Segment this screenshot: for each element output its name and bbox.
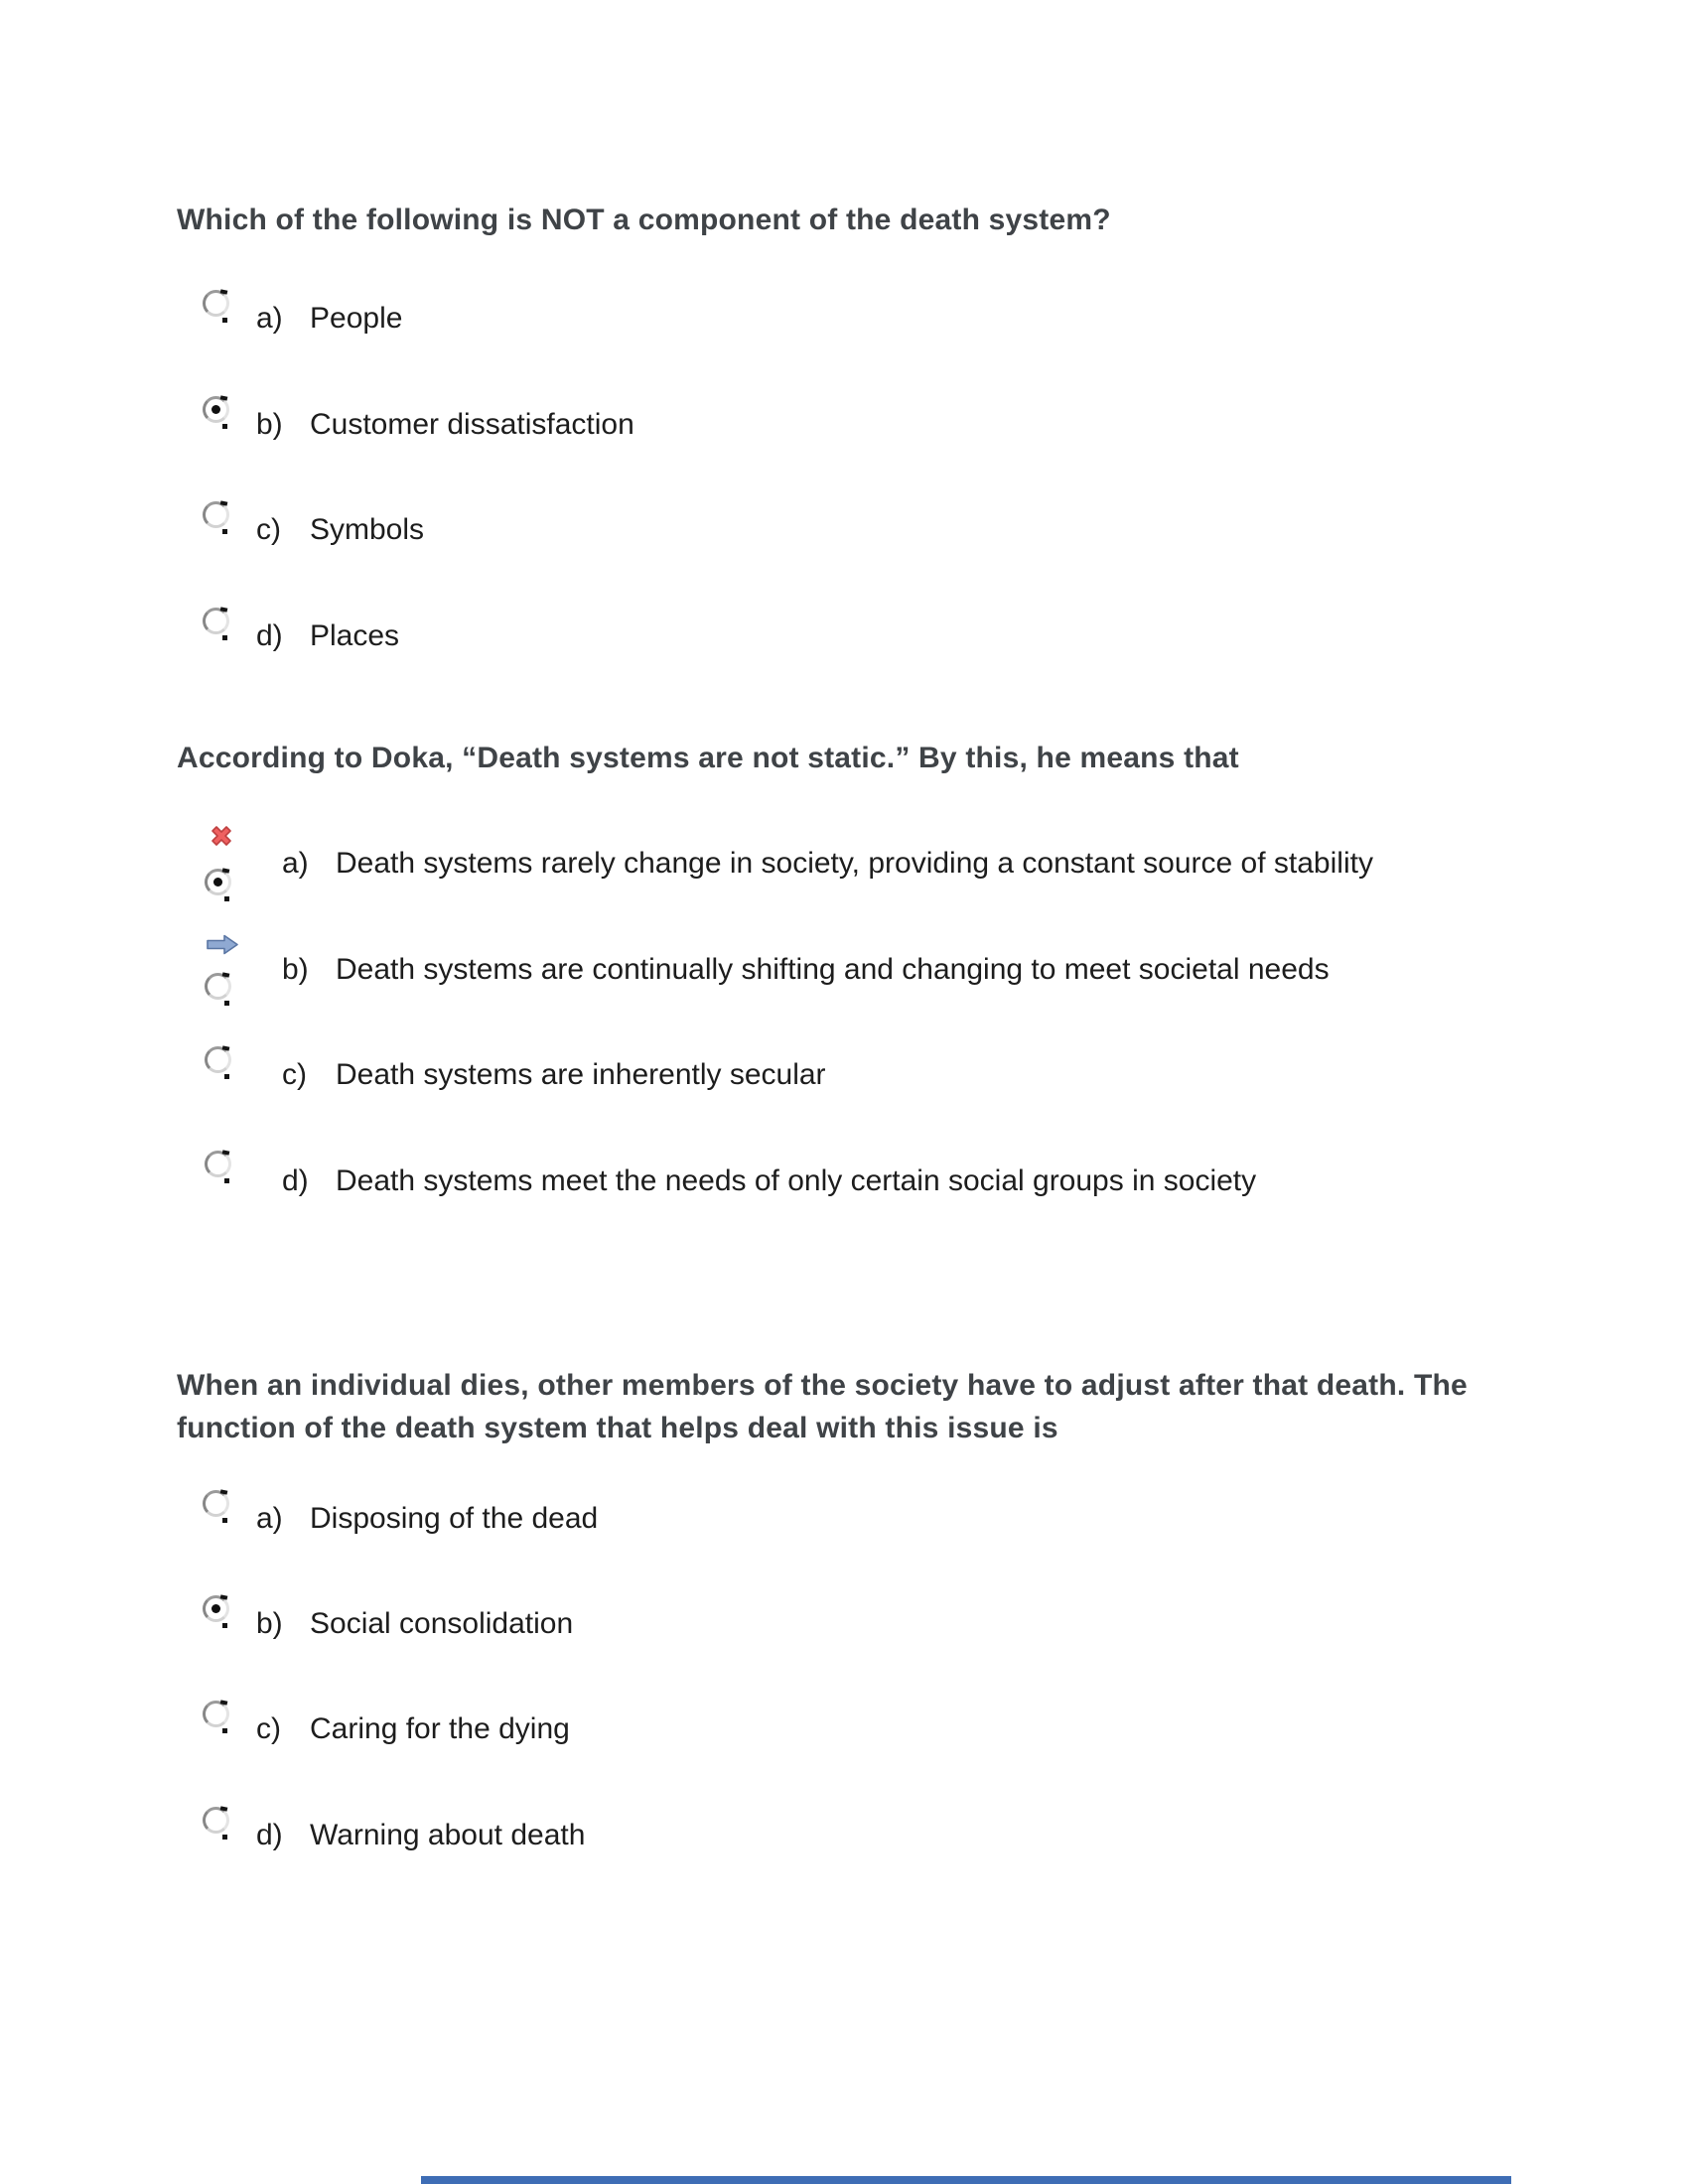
option-key: a) [256,302,283,335]
question-1-title: Which of the following is NOT a component of the death system? [177,204,1111,236]
option-key: b) [282,953,309,986]
question-2-option-b [282,950,1330,990]
question-3-title: When an individual dies, other members of the society have to adjust after that death. The function of the death system that helps deal with this issue is [177,1369,1468,1444]
option-key: b) [256,408,283,441]
radio-dot [211,1604,220,1613]
question-1-option-a [256,299,402,339]
question-3-option-d-radio[interactable] [203,1807,229,1834]
question-3-option-a [256,1499,598,1539]
question-3-option-a-radio[interactable] [203,1490,229,1517]
question-2-option-d [282,1161,1256,1201]
option-key: d) [256,1819,283,1851]
option-label: People [310,302,403,335]
question-3-option-c-radio[interactable] [203,1701,229,1727]
option-key: b) [256,1607,283,1640]
question-3-option-c [256,1709,570,1749]
option-label: Places [310,619,400,652]
question-1-option-c-radio[interactable] [203,501,229,528]
question-2-option-a [282,844,1373,884]
option-key: a) [282,847,309,880]
option-key: d) [282,1164,309,1197]
correct-answer-arrow-icon [206,934,239,955]
radio-dot [213,878,222,887]
option-key: d) [256,619,283,652]
option-key: c) [282,1058,307,1091]
question-1-option-d [256,616,399,656]
question-1-option-b [256,405,634,445]
option-key: c) [256,1712,281,1745]
question-1-option-c [256,510,424,550]
question-3-option-d [256,1816,585,1855]
option-label: Disposing of the dead [310,1502,599,1535]
bottom-partial-blue-bar [421,2176,1511,2184]
question-1-option-d-radio[interactable] [203,608,229,634]
question-2-title: According to Doka, “Death systems are not static.” By this, he means that [177,742,1239,774]
option-key: a) [256,1502,283,1535]
question-2-option-d-radio[interactable] [205,1151,231,1177]
option-label: Caring for the dying [310,1712,570,1745]
question-2-option-b-radio[interactable] [205,973,231,1000]
option-label: Death systems are inherently secular [336,1058,826,1091]
question-1-option-a-radio[interactable] [203,290,229,317]
radio-dot [211,405,220,414]
option-label: Warning about death [310,1819,586,1851]
question-1-option-b-radio[interactable] [203,396,229,423]
question-2-option-a-radio[interactable] [205,869,231,895]
option-label: Symbols [310,513,425,546]
option-label: Death systems meet the needs of only certain social groups in society [336,1164,1257,1197]
question-2-option-c [282,1055,826,1095]
option-label: Customer dissatisfaction [310,408,634,441]
option-label: Death systems rarely change in society, providing a constant source of stability [336,847,1373,880]
option-key: c) [256,513,281,546]
wrong-answer-x-icon [208,822,235,850]
question-3-option-b-radio[interactable] [203,1595,229,1622]
option-label: Social consolidation [310,1607,574,1640]
question-3-option-b [256,1604,573,1644]
question-2-option-c-radio[interactable] [205,1046,231,1073]
option-label: Death systems are continually shifting and changing to meet societal needs [336,953,1330,986]
